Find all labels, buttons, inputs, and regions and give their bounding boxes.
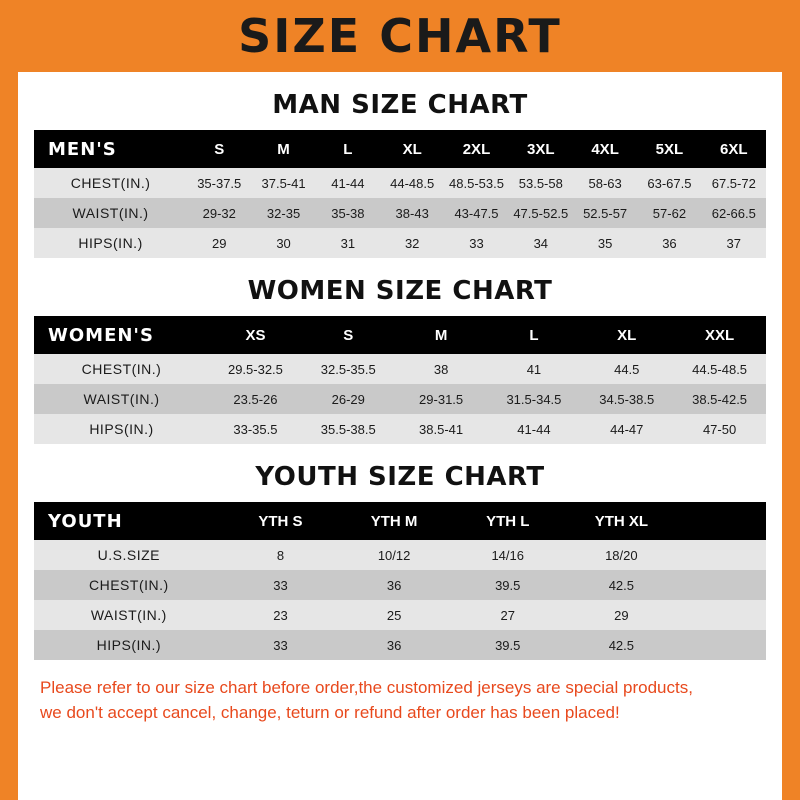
column-header-l: L [488, 316, 581, 354]
content-area [18, 90, 782, 725]
column-header-s: S [302, 316, 395, 354]
header-band [0, 0, 800, 72]
column-header-s: S [187, 130, 251, 168]
cell: 44.5-48.5 [673, 354, 766, 384]
table-row [34, 354, 766, 384]
row-label-waist: WAIST(IN.) [34, 384, 209, 414]
footer-note-line-2: we don't accept cancel, change, teturn or refund after order has been placed! [40, 702, 620, 722]
table-header-row [34, 316, 766, 354]
row-label-chest: CHEST(IN.) [34, 570, 224, 600]
section-title-man: MAN SIZE CHART [272, 90, 528, 120]
cell: 42.5 [565, 630, 679, 660]
footer-note [34, 676, 766, 725]
column-header-3xl: 3XL [509, 130, 573, 168]
section-man-size-chart [34, 90, 766, 258]
cell-spacer [678, 600, 766, 630]
column-header-spacer [678, 502, 766, 540]
column-header-l: L [316, 130, 380, 168]
table-row [34, 570, 766, 600]
cell: 23 [224, 600, 338, 630]
cell: 44.5 [580, 354, 673, 384]
row-label-hips: HIPS(IN.) [34, 228, 187, 258]
cell: 43-47.5 [444, 198, 508, 228]
cell: 53.5-58 [509, 168, 573, 198]
table-row [34, 600, 766, 630]
table-row [34, 540, 766, 570]
cell: 31 [316, 228, 380, 258]
row-label-waist: WAIST(IN.) [34, 600, 224, 630]
cell: 36 [337, 570, 451, 600]
table-youth-size-chart [34, 502, 766, 660]
row-label-hips: HIPS(IN.) [34, 414, 209, 444]
row-label-us-size: U.S.SIZE [34, 540, 224, 570]
cell: 8 [224, 540, 338, 570]
column-header-m: M [395, 316, 488, 354]
table-header-row [34, 502, 766, 540]
cell: 38.5-41 [395, 414, 488, 444]
cell: 33 [224, 630, 338, 660]
cell: 26-29 [302, 384, 395, 414]
cell: 63-67.5 [637, 168, 701, 198]
cell: 39.5 [451, 630, 565, 660]
section-title-women: WOMEN SIZE CHART [247, 276, 553, 306]
cell: 32 [380, 228, 444, 258]
cell: 44-48.5 [380, 168, 444, 198]
cell-spacer [678, 540, 766, 570]
column-header-yth-xl: YTH XL [565, 502, 679, 540]
cell: 37 [702, 228, 766, 258]
row-label-hips: HIPS(IN.) [34, 630, 224, 660]
table-header-row [34, 130, 766, 168]
cell: 33 [444, 228, 508, 258]
column-header-yth-l: YTH L [451, 502, 565, 540]
table-row [34, 168, 766, 198]
table-body-man [34, 168, 766, 258]
cell: 34 [509, 228, 573, 258]
cell: 27 [451, 600, 565, 630]
table-row [34, 384, 766, 414]
column-header-rowlabel: YOUTH [34, 502, 224, 540]
cell: 34.5-38.5 [580, 384, 673, 414]
cell: 47.5-52.5 [509, 198, 573, 228]
cell: 39.5 [451, 570, 565, 600]
table-row [34, 630, 766, 660]
cell: 42.5 [565, 570, 679, 600]
cell: 57-62 [637, 198, 701, 228]
cell: 37.5-41 [251, 168, 315, 198]
cell: 25 [337, 600, 451, 630]
cell: 38-43 [380, 198, 444, 228]
cell-spacer [678, 630, 766, 660]
cell: 62-66.5 [702, 198, 766, 228]
cell: 14/16 [451, 540, 565, 570]
cell: 36 [637, 228, 701, 258]
page-title: SIZE CHART [238, 9, 562, 63]
cell: 18/20 [565, 540, 679, 570]
column-header-yth-m: YTH M [337, 502, 451, 540]
cell: 29-31.5 [395, 384, 488, 414]
cell: 30 [251, 228, 315, 258]
table-header-youth [34, 502, 766, 540]
table-header-women [34, 316, 766, 354]
cell: 44-47 [580, 414, 673, 444]
column-header-xl: XL [380, 130, 444, 168]
cell: 41-44 [488, 414, 581, 444]
footer-note-line-1: Please refer to our size chart before order,the customized jerseys are special products, [40, 678, 693, 697]
column-header-4xl: 4XL [573, 130, 637, 168]
section-youth-size-chart [34, 462, 766, 660]
cell: 33-35.5 [209, 414, 302, 444]
cell: 36 [337, 630, 451, 660]
row-label-chest: CHEST(IN.) [34, 168, 187, 198]
cell: 31.5-34.5 [488, 384, 581, 414]
row-label-chest: CHEST(IN.) [34, 354, 209, 384]
cell: 67.5-72 [702, 168, 766, 198]
column-header-xxl: XXL [673, 316, 766, 354]
table-body-women [34, 354, 766, 444]
cell: 38 [395, 354, 488, 384]
section-title-youth: YOUTH SIZE CHART [255, 462, 545, 492]
cell: 23.5-26 [209, 384, 302, 414]
cell: 32.5-35.5 [302, 354, 395, 384]
cell: 52.5-57 [573, 198, 637, 228]
table-row [34, 198, 766, 228]
column-header-2xl: 2XL [444, 130, 508, 168]
cell: 10/12 [337, 540, 451, 570]
cell: 35.5-38.5 [302, 414, 395, 444]
column-header-rowlabel: WOMEN'S [34, 316, 209, 354]
cell: 32-35 [251, 198, 315, 228]
table-header-man [34, 130, 766, 168]
column-header-6xl: 6XL [702, 130, 766, 168]
cell: 35-38 [316, 198, 380, 228]
cell: 29 [565, 600, 679, 630]
cell: 41 [488, 354, 581, 384]
column-header-xl: XL [580, 316, 673, 354]
cell: 38.5-42.5 [673, 384, 766, 414]
column-header-xs: XS [209, 316, 302, 354]
cell: 48.5-53.5 [444, 168, 508, 198]
cell: 47-50 [673, 414, 766, 444]
table-man-size-chart [34, 130, 766, 258]
table-row [34, 414, 766, 444]
cell: 41-44 [316, 168, 380, 198]
column-header-yth-s: YTH S [224, 502, 338, 540]
cell: 33 [224, 570, 338, 600]
column-header-5xl: 5XL [637, 130, 701, 168]
cell-spacer [678, 570, 766, 600]
column-header-m: M [251, 130, 315, 168]
row-label-waist: WAIST(IN.) [34, 198, 187, 228]
cell: 29-32 [187, 198, 251, 228]
cell: 29 [187, 228, 251, 258]
cell: 58-63 [573, 168, 637, 198]
table-women-size-chart [34, 316, 766, 444]
cell: 29.5-32.5 [209, 354, 302, 384]
cell: 35-37.5 [187, 168, 251, 198]
column-header-rowlabel: MEN'S [34, 130, 187, 168]
cell: 35 [573, 228, 637, 258]
table-body-youth [34, 540, 766, 660]
section-women-size-chart [34, 276, 766, 444]
table-row [34, 228, 766, 258]
